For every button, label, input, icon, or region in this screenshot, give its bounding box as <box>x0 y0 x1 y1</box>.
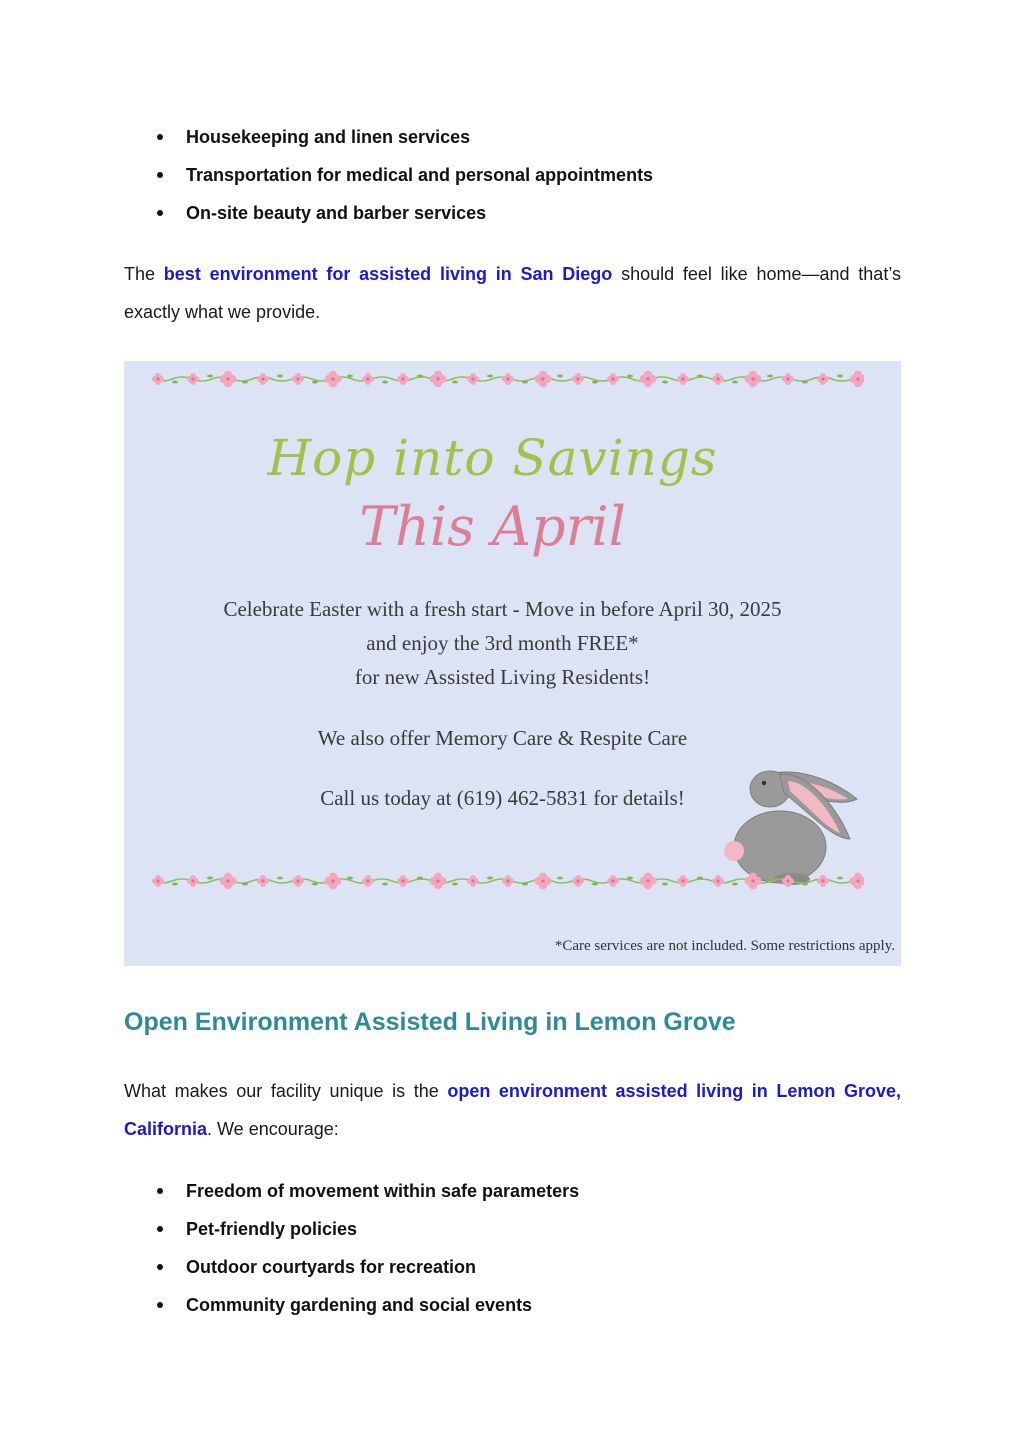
encourage-list <box>124 1172 901 1324</box>
leaf-icon <box>557 877 563 880</box>
leaf-icon <box>417 375 423 378</box>
flower-icon <box>467 875 479 887</box>
flower-icon <box>640 371 657 388</box>
flower-icon <box>677 373 689 385</box>
leaf-icon <box>802 883 808 886</box>
leaf-icon <box>347 375 353 378</box>
flower-icon <box>152 373 164 385</box>
leaf-icon <box>802 381 808 384</box>
paragraph-text: What makes our facility unique is the <box>124 1081 448 1101</box>
list-item: Community gardening and social events <box>124 1286 901 1324</box>
flower-icon <box>817 875 829 887</box>
promo-line: for new Assisted Living Residents! <box>354 665 651 689</box>
leaf-icon <box>277 375 283 378</box>
promo-line: and enjoy the 3rd month FREE* <box>366 631 639 655</box>
leaf-icon <box>207 877 213 880</box>
leaf-icon <box>767 877 773 880</box>
flower-icon <box>502 875 514 887</box>
flower-icon <box>850 873 864 890</box>
section-heading: Open Environment Assisted Living in Lemon Grove <box>124 1008 736 1036</box>
leaf-icon <box>312 381 318 384</box>
flower-icon <box>257 875 269 887</box>
flower-icon <box>187 875 199 887</box>
leaf-icon <box>382 381 388 384</box>
list-item: Housekeeping and linen services <box>124 118 901 156</box>
lemon-grove-link[interactable]: open environment assisted living in Lemon Grove, California <box>124 1081 902 1139</box>
san-diego-link[interactable]: best environment for assisted living in San Diego <box>163 264 613 284</box>
paragraph-text: The <box>124 264 164 284</box>
flower-icon <box>607 373 619 385</box>
leaf-icon <box>732 381 738 384</box>
flower-icon <box>745 371 762 388</box>
list-item: On-site beauty and barber services <box>124 194 901 232</box>
flower-icon <box>325 873 342 890</box>
flower-icon <box>467 373 479 385</box>
promo-subtitle: This April <box>359 495 626 558</box>
flower-icon <box>362 875 374 887</box>
leaf-icon <box>172 883 178 886</box>
paragraph-text: . We encourage: <box>207 1119 339 1139</box>
flower-garland-icon <box>152 871 864 891</box>
leaf-icon <box>697 375 703 378</box>
leaf-icon <box>767 375 773 378</box>
section-paragraph <box>124 1072 901 1148</box>
flower-icon <box>430 873 447 890</box>
leaf-icon <box>592 883 598 886</box>
intro-paragraph <box>124 255 901 331</box>
list-item: Freedom of movement within safe parameters <box>124 1172 901 1210</box>
flower-icon <box>292 875 304 887</box>
leaf-icon <box>627 375 633 378</box>
leaf-icon <box>697 877 703 880</box>
flower-icon <box>397 875 409 887</box>
flower-icon <box>220 873 237 890</box>
leaf-icon <box>732 883 738 886</box>
leaf-icon <box>347 877 353 880</box>
flower-icon <box>745 873 762 890</box>
flower-icon <box>817 373 829 385</box>
flower-icon <box>187 373 199 385</box>
leaf-icon <box>452 883 458 886</box>
leaf-icon <box>557 375 563 378</box>
flower-icon <box>430 371 447 388</box>
flower-icon <box>152 875 164 887</box>
services-list <box>124 118 901 232</box>
leaf-icon <box>487 877 493 880</box>
flower-icon <box>572 875 584 887</box>
flower-icon <box>782 875 794 887</box>
leaf-icon <box>417 877 423 880</box>
promo-line: Celebrate Easter with a fresh start - Move in before April 30, 2025 <box>223 597 782 621</box>
leaf-icon <box>277 877 283 880</box>
leaf-icon <box>522 381 528 384</box>
leaf-icon <box>522 883 528 886</box>
leaf-icon <box>207 375 213 378</box>
flower-icon <box>712 373 724 385</box>
flower-icon <box>502 373 514 385</box>
leaf-icon <box>172 381 178 384</box>
flower-icon <box>397 373 409 385</box>
flower-icon <box>782 373 794 385</box>
leaf-icon <box>837 877 843 880</box>
leaf-icon <box>487 375 493 378</box>
bunny-icon <box>722 759 862 889</box>
flower-icon <box>677 875 689 887</box>
leaf-icon <box>662 381 668 384</box>
promo-phone-line: Call us today at (619) 462-5831 for details! <box>320 786 685 810</box>
flower-icon <box>607 875 619 887</box>
leaf-icon <box>837 375 843 378</box>
flower-icon <box>362 373 374 385</box>
flower-garland-icon <box>152 369 864 389</box>
leaf-icon <box>312 883 318 886</box>
list-item: Pet-friendly policies <box>124 1210 901 1248</box>
list-item: Outdoor courtyards for recreation <box>124 1248 901 1286</box>
flower-icon <box>220 371 237 388</box>
leaf-icon <box>662 883 668 886</box>
flower-icon <box>257 373 269 385</box>
list-item: Transportation for medical and personal appointments <box>124 156 901 194</box>
flower-icon <box>325 371 342 388</box>
flower-icon <box>572 373 584 385</box>
promo-banner-image <box>124 361 901 966</box>
leaf-icon <box>242 381 248 384</box>
leaf-icon <box>382 883 388 886</box>
flower-icon <box>712 875 724 887</box>
flower-icon <box>292 373 304 385</box>
leaf-icon <box>242 883 248 886</box>
flower-icon <box>535 371 552 388</box>
flower-icon <box>850 371 864 388</box>
flower-icon <box>640 873 657 890</box>
leaf-icon <box>592 381 598 384</box>
promo-disclaimer: *Care services are not included. Some restrictions apply. <box>554 938 895 954</box>
promo-title: Hop into Savings <box>267 429 718 487</box>
leaf-icon <box>627 877 633 880</box>
paragraph-text: should feel like home—and that’s exactly what we provide. <box>124 264 901 322</box>
flower-icon <box>535 873 552 890</box>
leaf-icon <box>452 381 458 384</box>
promo-line: We also offer Memory Care & Respite Care <box>317 726 688 750</box>
